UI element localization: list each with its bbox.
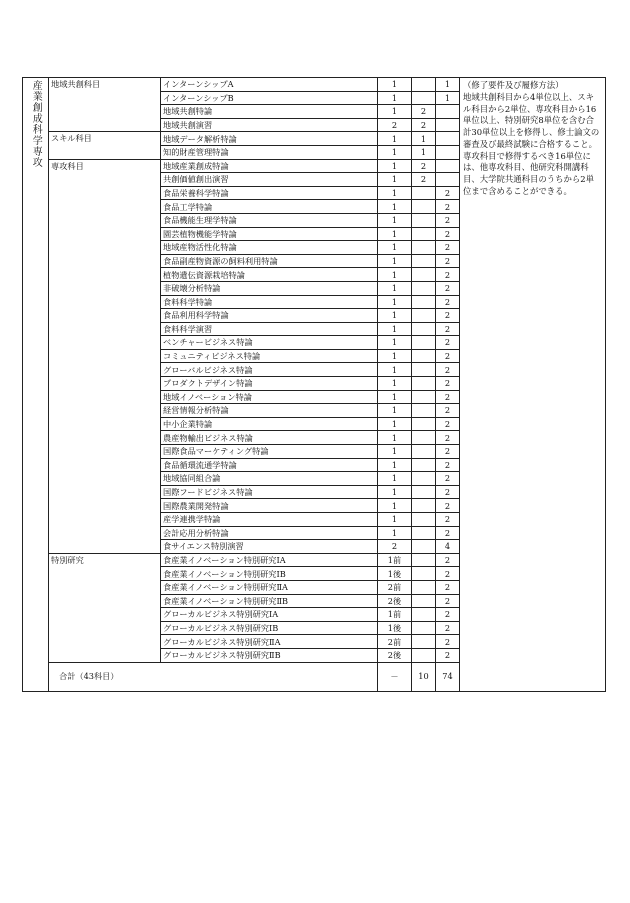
elective-credits: 2 bbox=[436, 608, 460, 622]
required-credits: 2 bbox=[412, 173, 436, 187]
elective-credits: 2 bbox=[436, 513, 460, 527]
course-name: グローカルビジネス特別研究ⅡB bbox=[161, 648, 378, 662]
required-credits bbox=[412, 200, 436, 214]
required-credits bbox=[412, 295, 436, 309]
elective-credits bbox=[436, 145, 460, 159]
required-credits bbox=[412, 513, 436, 527]
required-credits bbox=[412, 580, 436, 594]
course-year: 1 bbox=[378, 295, 412, 309]
elective-credits: 2 bbox=[436, 295, 460, 309]
required-credits bbox=[412, 91, 436, 105]
elective-credits: 2 bbox=[436, 648, 460, 662]
required-credits bbox=[412, 635, 436, 649]
course-year: 1前 bbox=[378, 608, 412, 622]
course-name: 食料科学演習 bbox=[161, 322, 378, 336]
elective-credits bbox=[436, 105, 460, 119]
required-credits bbox=[412, 309, 436, 323]
elective-credits: 2 bbox=[436, 213, 460, 227]
course-year: 1 bbox=[378, 458, 412, 472]
course-name: 食サイエンス特別演習 bbox=[161, 540, 378, 554]
course-year: 1 bbox=[378, 213, 412, 227]
required-credits bbox=[412, 78, 436, 92]
elective-credits: 2 bbox=[436, 594, 460, 608]
course-name: 産学連携学特論 bbox=[161, 513, 378, 527]
elective-credits: 2 bbox=[436, 458, 460, 472]
notes-text: 地域共創科目から4単位以上、スキル科目から2単位、専攻科目から16単位以上、特別研究8単位を含む合計30単位以上を修得し、修士論文の審査及び最終試験に合格すること。専攻科目で修得するべき16単位には、他専攻科目、他研究科開講科目、大学院共通科目のうちから2単位まで含めることができる。 bbox=[463, 91, 600, 196]
course-year: 1 bbox=[378, 363, 412, 377]
course-year: 1後 bbox=[378, 567, 412, 581]
table-row bbox=[23, 78, 606, 92]
course-name: ベンチャービジネス特論 bbox=[161, 336, 378, 350]
required-credits bbox=[412, 594, 436, 608]
required-credits bbox=[412, 241, 436, 255]
course-year: 1 bbox=[378, 499, 412, 513]
course-year: 2 bbox=[378, 540, 412, 554]
department-name: 産業創成科学専攻 bbox=[30, 80, 42, 168]
course-name: グローカルビジネス特別研究ⅠB bbox=[161, 621, 378, 635]
elective-credits: 2 bbox=[436, 499, 460, 513]
category-name: スキル科目 bbox=[49, 132, 161, 159]
course-year: 1 bbox=[378, 513, 412, 527]
course-year: 1 bbox=[378, 268, 412, 282]
required-credits bbox=[412, 458, 436, 472]
required-credits bbox=[412, 377, 436, 391]
required-credits: 1 bbox=[412, 145, 436, 159]
elective-credits: 2 bbox=[436, 377, 460, 391]
required-credits bbox=[412, 445, 436, 459]
elective-credits: 2 bbox=[436, 621, 460, 635]
course-year: 1 bbox=[378, 485, 412, 499]
course-name: 国際食品マーケティング特論 bbox=[161, 445, 378, 459]
course-year: 1 bbox=[378, 145, 412, 159]
course-name: 地域協同組合論 bbox=[161, 472, 378, 486]
elective-credits: 2 bbox=[436, 309, 460, 323]
course-year: 1 bbox=[378, 186, 412, 200]
elective-credits: 2 bbox=[436, 635, 460, 649]
elective-credits: 2 bbox=[436, 431, 460, 445]
course-year: 1 bbox=[378, 322, 412, 336]
elective-credits: 2 bbox=[436, 526, 460, 540]
course-name: グローバルビジネス特論 bbox=[161, 363, 378, 377]
course-year: 1 bbox=[378, 349, 412, 363]
course-name: 食産業イノベーション特別研究ⅠA bbox=[161, 553, 378, 567]
course-name: 食品副産物資源の飼料利用特論 bbox=[161, 254, 378, 268]
course-year: 1 bbox=[378, 78, 412, 92]
course-name: プロダクトデザイン特論 bbox=[161, 377, 378, 391]
course-name: インターンシップB bbox=[161, 91, 378, 105]
total-elective: 74 bbox=[436, 662, 460, 691]
course-year: 1 bbox=[378, 336, 412, 350]
required-credits bbox=[412, 567, 436, 581]
course-name: 国際フードビジネス特論 bbox=[161, 485, 378, 499]
course-year: 1 bbox=[378, 526, 412, 540]
required-credits bbox=[412, 648, 436, 662]
course-name: 園芸植物機能学特論 bbox=[161, 227, 378, 241]
elective-credits bbox=[436, 118, 460, 132]
required-credits bbox=[412, 336, 436, 350]
course-name: 食産業イノベーション特別研究ⅡA bbox=[161, 580, 378, 594]
course-name: グローカルビジネス特別研究ⅠA bbox=[161, 608, 378, 622]
elective-credits: 2 bbox=[436, 336, 460, 350]
elective-credits: 2 bbox=[436, 363, 460, 377]
course-name: 非破壊分析特論 bbox=[161, 281, 378, 295]
required-credits: 2 bbox=[412, 159, 436, 173]
elective-credits: 4 bbox=[436, 540, 460, 554]
elective-credits: 2 bbox=[436, 227, 460, 241]
course-name: インターンシップA bbox=[161, 78, 378, 92]
required-credits bbox=[412, 186, 436, 200]
category-name: 特別研究 bbox=[49, 553, 161, 662]
course-name: コミュニティビジネス特論 bbox=[161, 349, 378, 363]
course-name: 経営情報分析特論 bbox=[161, 404, 378, 418]
elective-credits: 2 bbox=[436, 580, 460, 594]
course-name: 食料科学特論 bbox=[161, 295, 378, 309]
course-name: 植物遺伝資源栽培特論 bbox=[161, 268, 378, 282]
course-name: 食品栄養科学特論 bbox=[161, 186, 378, 200]
course-year: 1 bbox=[378, 227, 412, 241]
elective-credits: 2 bbox=[436, 404, 460, 418]
course-name: グローカルビジネス特別研究ⅡA bbox=[161, 635, 378, 649]
required-credits bbox=[412, 472, 436, 486]
required-credits bbox=[412, 431, 436, 445]
course-year: 2 bbox=[378, 118, 412, 132]
course-name: 食産業イノベーション特別研究ⅠB bbox=[161, 567, 378, 581]
course-year: 1 bbox=[378, 254, 412, 268]
required-credits bbox=[412, 526, 436, 540]
required-credits: 2 bbox=[412, 105, 436, 119]
required-credits bbox=[412, 417, 436, 431]
elective-credits: 2 bbox=[436, 567, 460, 581]
course-name: 地域産物活性化特論 bbox=[161, 241, 378, 255]
requirements-notes bbox=[460, 78, 606, 692]
required-credits: 2 bbox=[412, 118, 436, 132]
course-year: 1 bbox=[378, 377, 412, 391]
course-name: 食品工学特論 bbox=[161, 200, 378, 214]
required-credits bbox=[412, 485, 436, 499]
elective-credits: 2 bbox=[436, 390, 460, 404]
elective-credits: 2 bbox=[436, 281, 460, 295]
course-year: 1 bbox=[378, 309, 412, 323]
required-credits bbox=[412, 281, 436, 295]
elective-credits: 2 bbox=[436, 322, 460, 336]
course-name: 中小企業特論 bbox=[161, 417, 378, 431]
course-name: 食品循環流通学特論 bbox=[161, 458, 378, 472]
required-credits bbox=[412, 540, 436, 554]
required-credits bbox=[412, 254, 436, 268]
course-name: 農産物輸出ビジネス特論 bbox=[161, 431, 378, 445]
elective-credits: 2 bbox=[436, 485, 460, 499]
elective-credits: 2 bbox=[436, 445, 460, 459]
course-name: 会計応用分析特論 bbox=[161, 526, 378, 540]
required-credits bbox=[412, 621, 436, 635]
course-year: 1 bbox=[378, 132, 412, 146]
course-name: 地域イノベーション特論 bbox=[161, 390, 378, 404]
category-name: 専攻科目 bbox=[49, 159, 161, 553]
course-year: 2後 bbox=[378, 594, 412, 608]
course-name: 食品機能生理学特論 bbox=[161, 213, 378, 227]
required-credits: 1 bbox=[412, 132, 436, 146]
required-credits bbox=[412, 268, 436, 282]
course-year: 1 bbox=[378, 200, 412, 214]
total-required: 10 bbox=[412, 662, 436, 691]
category-name: 地域共創科目 bbox=[49, 78, 161, 132]
course-year: 1 bbox=[378, 241, 412, 255]
course-name: 共創価値創出演習 bbox=[161, 173, 378, 187]
elective-credits bbox=[436, 159, 460, 173]
course-name: 知的財産管理特論 bbox=[161, 145, 378, 159]
course-year: 1 bbox=[378, 390, 412, 404]
elective-credits bbox=[436, 173, 460, 187]
course-year: 2前 bbox=[378, 580, 412, 594]
elective-credits: 2 bbox=[436, 553, 460, 567]
required-credits bbox=[412, 363, 436, 377]
required-credits bbox=[412, 390, 436, 404]
elective-credits: 2 bbox=[436, 417, 460, 431]
elective-credits: 2 bbox=[436, 268, 460, 282]
course-year: 1 bbox=[378, 445, 412, 459]
total-label: 合計（43科目） bbox=[49, 662, 378, 691]
course-name: 食産業イノベーション特別研究ⅡB bbox=[161, 594, 378, 608]
course-year: 2前 bbox=[378, 635, 412, 649]
course-year: 1 bbox=[378, 281, 412, 295]
department-cell bbox=[23, 78, 49, 692]
required-credits bbox=[412, 499, 436, 513]
course-name: 地域データ解析特論 bbox=[161, 132, 378, 146]
required-credits bbox=[412, 404, 436, 418]
course-name: 国際農業開発特論 bbox=[161, 499, 378, 513]
course-name: 地域共創演習 bbox=[161, 118, 378, 132]
course-year: 1 bbox=[378, 404, 412, 418]
elective-credits: 2 bbox=[436, 472, 460, 486]
total-year: － bbox=[378, 662, 412, 691]
elective-credits: 1 bbox=[436, 78, 460, 92]
elective-credits: 2 bbox=[436, 254, 460, 268]
required-credits bbox=[412, 349, 436, 363]
elective-credits: 2 bbox=[436, 241, 460, 255]
elective-credits: 2 bbox=[436, 200, 460, 214]
elective-credits: 1 bbox=[436, 91, 460, 105]
course-year: 1 bbox=[378, 472, 412, 486]
required-credits bbox=[412, 608, 436, 622]
course-year: 1 bbox=[378, 159, 412, 173]
course-year: 1前 bbox=[378, 553, 412, 567]
course-year: 1 bbox=[378, 173, 412, 187]
course-year: 1後 bbox=[378, 621, 412, 635]
course-name: 地域共創特論 bbox=[161, 105, 378, 119]
course-year: 2後 bbox=[378, 648, 412, 662]
required-credits bbox=[412, 553, 436, 567]
required-credits bbox=[412, 227, 436, 241]
curriculum-table bbox=[22, 77, 606, 692]
required-credits bbox=[412, 213, 436, 227]
course-year: 1 bbox=[378, 105, 412, 119]
required-credits bbox=[412, 322, 436, 336]
course-year: 1 bbox=[378, 91, 412, 105]
elective-credits: 2 bbox=[436, 349, 460, 363]
notes-title: （修了要件及び履修方法） bbox=[463, 80, 564, 90]
course-name: 地域産業創成特論 bbox=[161, 159, 378, 173]
course-year: 1 bbox=[378, 431, 412, 445]
course-name: 食品利用科学特論 bbox=[161, 309, 378, 323]
course-year: 1 bbox=[378, 417, 412, 431]
elective-credits bbox=[436, 132, 460, 146]
elective-credits: 2 bbox=[436, 186, 460, 200]
